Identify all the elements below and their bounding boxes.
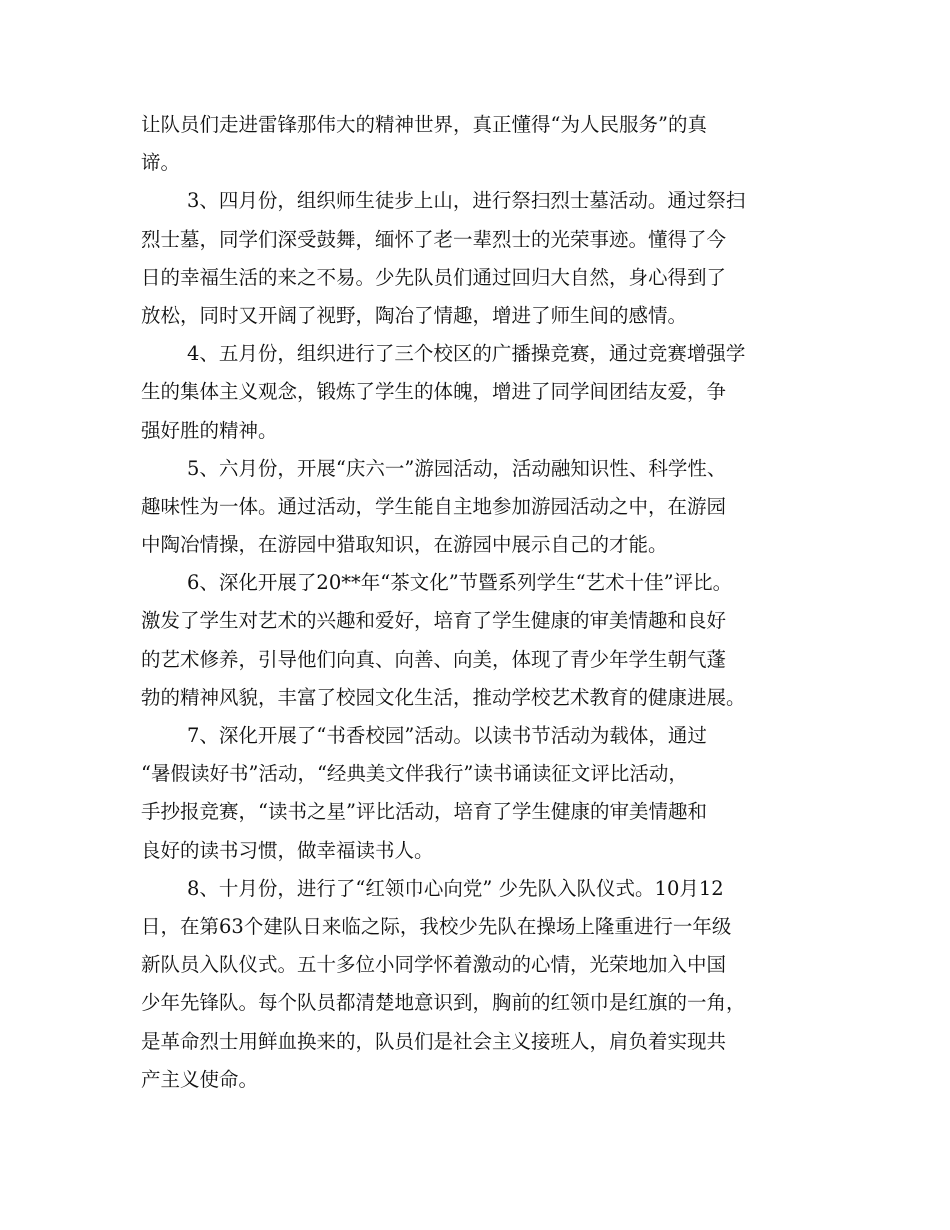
text-line: 6、深化开展了20**年“茶文化”节暨系列学生“艺术十佳”评比。 <box>187 571 733 595</box>
text-line: 中陶冶情操，在游园中猎取知识，在游园中展示自己的才能。 <box>141 533 668 557</box>
text-line: 手抄报竞赛，“读书之星”评比活动，培育了学生健康的审美情趣和 <box>141 800 707 824</box>
text-line: 4、五月份，组织进行了三个校区的广播操竞赛，通过竞赛增强学 <box>187 342 746 366</box>
text-line: 新队员入队仪式。五十多位小同学怀着激动的心情，光荣地加入中国 <box>141 953 727 977</box>
text-line: 3、四月份，组织师生徒步上山，进行祭扫烈士墓活动。通过祭扫 <box>187 189 746 213</box>
text-line: 5、六月份，开展“庆六一”游园活动，活动融知识性、科学性、 <box>187 456 727 480</box>
text-line: “暑假读好书”活动，“经典美文伴我行”读书诵读征文评比活动， <box>141 762 688 786</box>
text-line: 生的集体主义观念，锻炼了学生的体魄，增进了同学间团结友爱，争 <box>141 380 727 404</box>
text-line: 激发了学生对艺术的兴趣和爱好，培育了学生健康的审美情趣和良好 <box>141 609 727 633</box>
text-line: 良好的读书习惯，做幸福读书人。 <box>141 838 434 862</box>
text-line: 7、深化开展了“书香校园”活动。以读书节活动为载体，通过 <box>187 724 707 747</box>
text-line: 是革命烈士用鲜血换来的，队员们是社会主义接班人，肩负着实现共 <box>141 1029 727 1053</box>
document-body <box>141 106 821 1099</box>
text-line: 趣味性为一体。通过活动，学生能自主地参加游园活动之中，在游园 <box>141 494 727 518</box>
text-line: 日的幸福生活的来之不易。少先队员们通过回归大自然，身心得到了 <box>141 265 727 289</box>
text-line: 强好胜的精神。 <box>141 418 278 442</box>
text-line: 放松，同时又开阔了视野，陶冶了情趣，增进了师生间的感情。 <box>141 303 688 327</box>
text-line: 烈士墓，同学们深受鼓舞，缅怀了老一辈烈士的光荣事迹。懂得了今 <box>141 227 727 251</box>
text-line: 8、十月份，进行了“红领巾心向党” 少先队入队仪式。10月12 <box>187 876 724 900</box>
text-line: 产主义使命。 <box>141 1067 259 1091</box>
text-line: 勃的精神风貌，丰富了校园文化生活，推动学校艺术教育的健康进展。 <box>141 685 746 709</box>
text-line: 日，在第63个建队日来临之际，我校少先队在操场上隆重进行一年级 <box>141 914 732 938</box>
text-line: 谛。 <box>141 151 181 175</box>
text-line: 让队员们走进雷锋那伟大的精神世界，真正懂得“为人民服务”的真 <box>141 113 707 136</box>
text-line: 少年先锋队。每个队员都清楚地意识到，胸前的红领巾是红旗的一角， <box>141 991 746 1015</box>
text-line: 的艺术修养，引导他们向真、向善、向美，体现了青少年学生朝气蓬 <box>141 647 727 671</box>
